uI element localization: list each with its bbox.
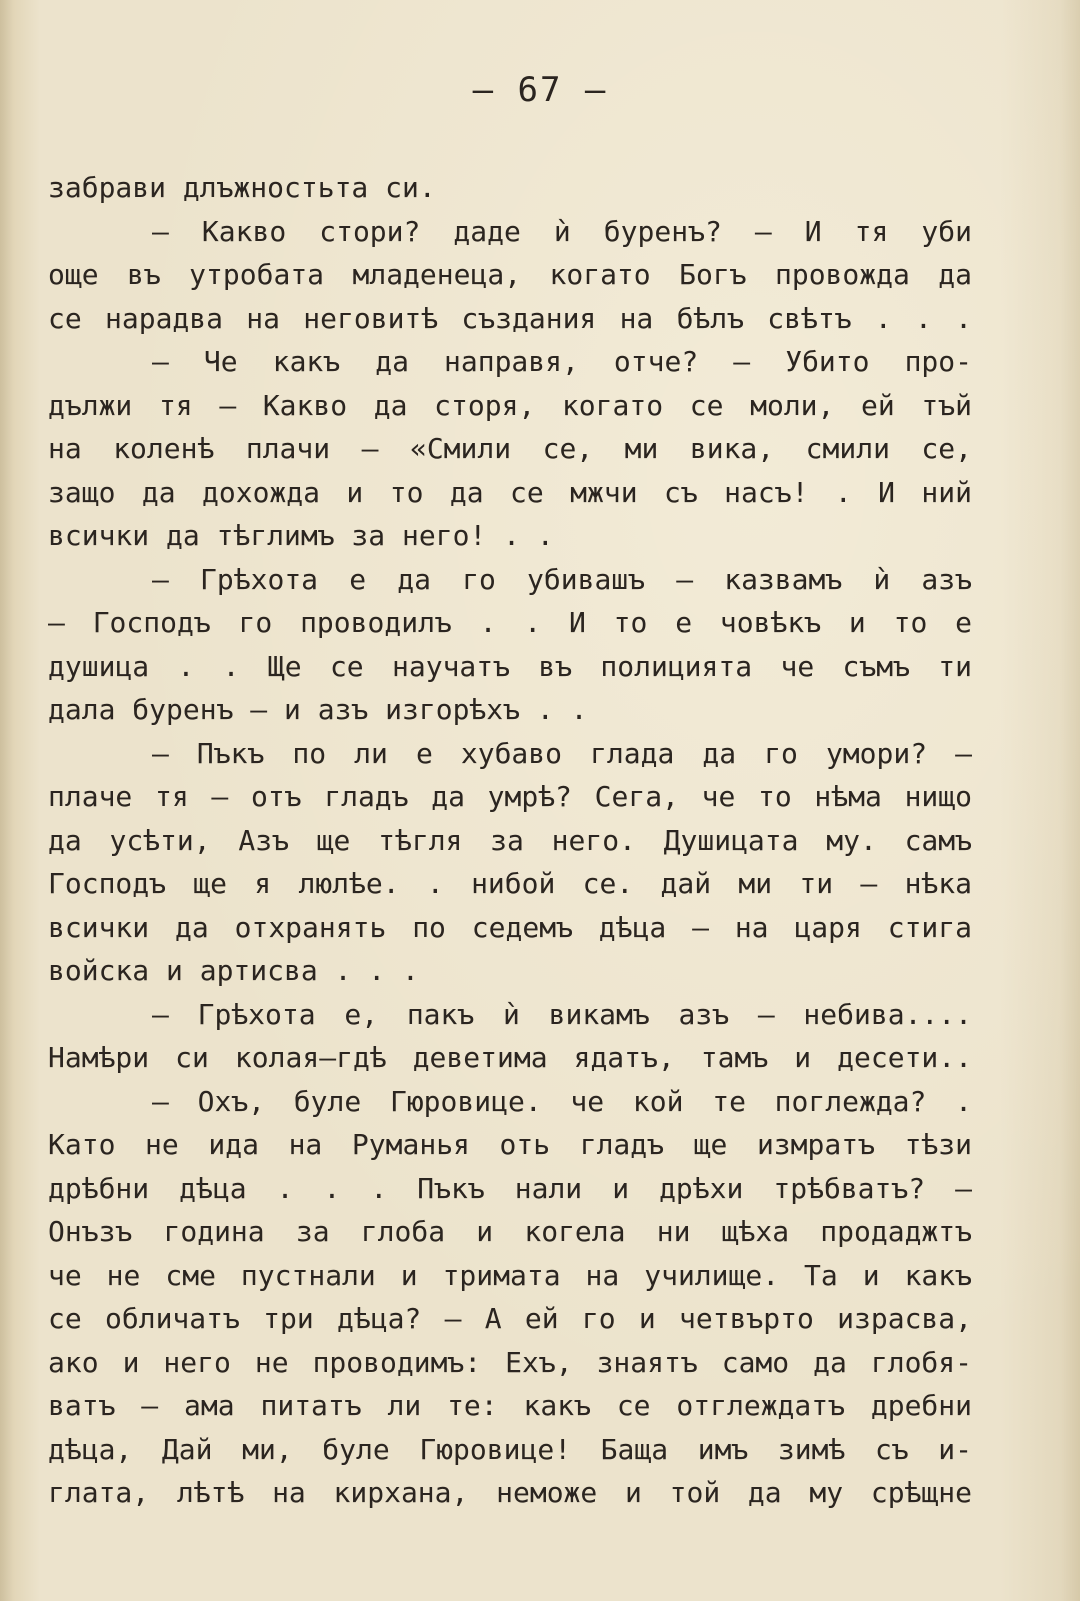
text-line: душица . . Ще се научатъ въ полицията че съмъ ти [48, 649, 972, 683]
text-line: Намѣри си колая—гдѣ деветима ядатъ, тамъ и десети.. [48, 1041, 972, 1074]
text-line: — Грѣхота е, пакъ ѝ викамъ азъ — небива.... [152, 997, 972, 1031]
text-line: ватъ — ама питатъ ли те: какъ се отглеждатъ дребни [48, 1389, 972, 1422]
body-text [48, 166, 972, 1515]
text-line: на коленѣ плачи — «Смили се, ми вика, смили се, [48, 432, 972, 465]
text-line: плаче тя — отъ гладъ да умрѣ? Сега, че то нѣма нищо [48, 780, 972, 813]
text-line: защо да дохожда и то да се мжчи съ насъ! . И ний [48, 475, 972, 509]
text-line: — Охъ, буле Гюровице. че кой те поглежда? . [152, 1084, 972, 1118]
text-line: всички да отхранять по седемъ дѣца — на царя стига [48, 910, 972, 944]
text-line: дължи тя — Какво да сторя, когато се моли, ей тъй [48, 388, 972, 422]
text-line: Господъ ще я люлѣе. . нибой се. дай ми ти — нѣка [48, 867, 972, 900]
text-line: — Грѣхота е да го убивашъ — казвамъ ѝ азъ [152, 562, 972, 596]
text-line: ако и него не проводимъ: Ехъ, знаятъ само да глобя- [48, 1345, 972, 1379]
text-line: — Господъ го проводилъ . . И то е човѣкъ и то е [48, 606, 972, 639]
text-line: се нарадва на неговитѣ създания на бѣлъ свѣтъ . . . [48, 301, 972, 335]
text-line: дрѣбни дѣца . . . Пъкъ нали и дрѣхи трѣбватъ? — [48, 1171, 972, 1205]
text-line: забрави длъжностьта си. [48, 171, 436, 204]
text-line: — Че какъ да направя, отче? — Убито про- [152, 345, 972, 378]
text-line: дѣца, Дай ми, буле Гюровице! Баща имъ зимѣ съ и- [48, 1432, 972, 1466]
text-line: че не сме пустнали и тримата на училище. Та и какъ [48, 1258, 972, 1292]
text-line: Като не ида на Руманья оть гладъ ще измратъ тѣзи [48, 1128, 972, 1161]
text-line: — Какво стори? даде ѝ буренъ? — И тя уби [152, 214, 972, 248]
text-line: Онъзъ година за глоба и когела ни щѣха продаджтъ [48, 1215, 972, 1248]
text-line: войска и артисва . . . [48, 954, 419, 987]
text-line: още въ утробата младенеца, когато Богъ провожда да [48, 258, 972, 291]
text-line: — Пъкъ по ли е хубаво глада да го умори? — [152, 736, 972, 770]
page-number: — 67 — [472, 70, 608, 110]
text-line: се обличатъ три дѣца? — А ей го и четвърто израсва, [48, 1302, 972, 1335]
text-line: глата, лѣтѣ на кирхана, неможе и той да му срѣщне [48, 1476, 972, 1509]
text-line: всички да тѣглимъ за него! . . [48, 519, 554, 552]
text-line: да усѣти, Азъ ще тѣгля за него. Душицата му. самъ [48, 823, 972, 857]
text-line: дала буренъ — и азъ изгорѣхъ . . [48, 693, 588, 726]
